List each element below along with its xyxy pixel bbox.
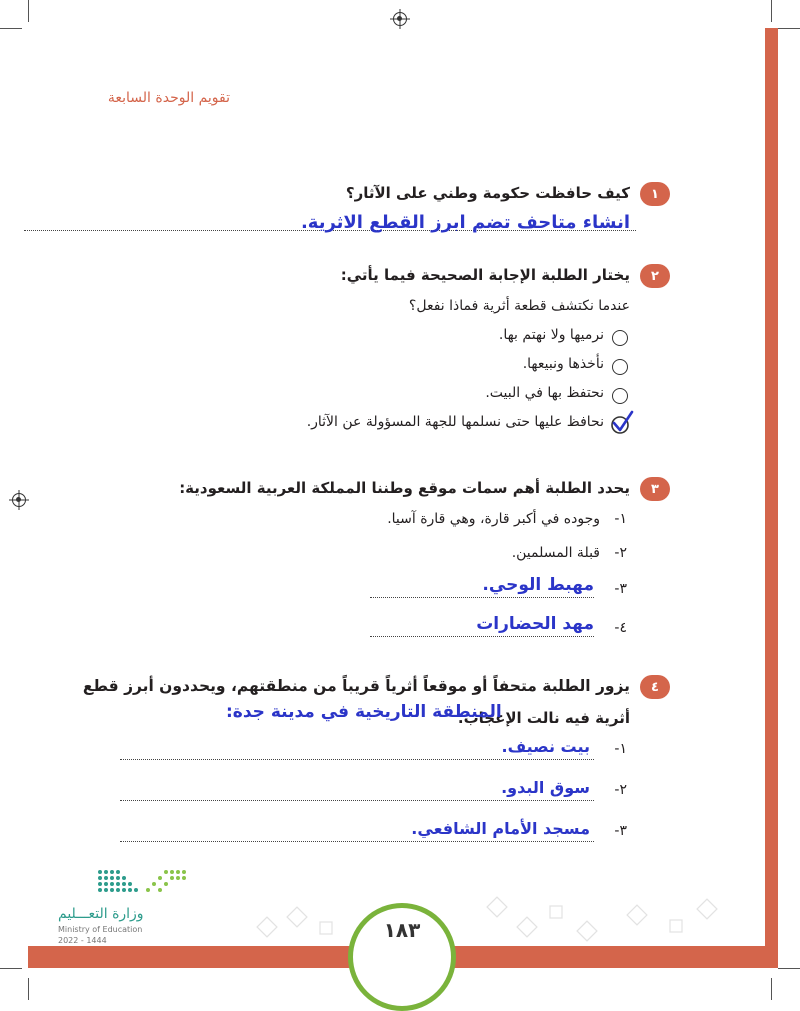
answer-heading: المنطقة التاريخية في مدينة جدة: — [226, 702, 502, 722]
list-item-number: ١- — [614, 511, 627, 527]
list-item-text: وجوده في أكبر قارة، وهي قارة آسيا. — [387, 511, 600, 527]
answer-line — [120, 759, 594, 760]
crop-mark — [778, 28, 800, 29]
option-label: نرميها ولا نهتم بها. — [498, 327, 604, 343]
option-label: نأخذها ونبيعها. — [522, 356, 604, 372]
crop-mark — [778, 968, 800, 969]
answer-text: مسجد الأمام الشافعي. — [411, 819, 590, 838]
answer-line — [120, 800, 594, 801]
question-text: يحدد الطلبة أهم سمات موقع وطننا المملكة العربية السعودية: — [179, 479, 630, 497]
option-radio[interactable] — [612, 330, 628, 346]
crop-mark — [771, 0, 772, 22]
answer-text: سوق البدو. — [501, 778, 590, 797]
answer-line — [370, 636, 594, 637]
option-label: نحتفظ بها في البيت. — [485, 385, 604, 401]
question-text: كيف حافظت حكومة وطني على الآثار؟ — [345, 184, 630, 202]
answer-line — [370, 597, 594, 598]
crop-mark — [28, 0, 29, 22]
list-item-number: ٤- — [614, 620, 627, 636]
list-item-number: ١- — [614, 741, 627, 757]
option-radio[interactable] — [612, 388, 628, 404]
list-item-text: قبلة المسلمين. — [511, 545, 600, 561]
list-item-number: ٣- — [614, 581, 627, 597]
answer-text: مهبط الوحي. — [482, 575, 594, 595]
crop-mark — [28, 978, 29, 1000]
question-number-badge: ٤ — [640, 675, 670, 699]
answer-text: انشاء متاحف تضم ابرز القطع الاثرية. — [300, 212, 630, 233]
question-text: أثرية فيه نالت الإعجاب. — [457, 709, 630, 727]
side-accent-bar — [765, 28, 778, 968]
question-number-badge: ٣ — [640, 477, 670, 501]
registration-mark-icon — [393, 12, 407, 26]
answer-line — [120, 841, 594, 842]
answer-text: مهد الحضارات — [476, 614, 594, 634]
decorative-pattern-icon — [250, 880, 750, 946]
list-item-number: ٣- — [614, 823, 627, 839]
crop-mark — [771, 978, 772, 1000]
unit-review-title: تقويم الوحدة السابعة — [107, 90, 230, 106]
ministry-logo-icon — [96, 866, 188, 900]
ministry-name-arabic: وزارة التعـــليم — [58, 906, 144, 922]
question-number-badge: ١ — [640, 182, 670, 206]
list-item-number: ٢- — [614, 545, 627, 561]
crop-mark — [0, 28, 22, 29]
option-label: نحافظ عليها حتى نسلمها للجهة المسؤولة عن الآثار. — [306, 414, 604, 430]
answer-text: بيت نصيف. — [501, 737, 590, 756]
crop-mark — [0, 968, 22, 969]
question-number-badge: ٢ — [640, 264, 670, 288]
registration-mark-icon — [12, 493, 26, 507]
page-number: ١٨٣ — [383, 918, 421, 942]
question-prompt: عندما نكتشف قطعة أثرية فماذا نفعل؟ — [408, 298, 630, 314]
list-item-number: ٢- — [614, 782, 627, 798]
ministry-year: 2022 - 1444 — [58, 936, 107, 945]
question-text: يختار الطلبة الإجابة الصحيحة فيما يأتي: — [340, 266, 630, 284]
option-radio[interactable] — [612, 359, 628, 375]
ministry-name-english: Ministry of Education — [58, 925, 143, 934]
checked-option-icon[interactable] — [608, 410, 634, 436]
question-text: يزور الطلبة متحفاً أو موقعاً أثرياً قريباً من منطقتهم، ويحددون أبرز قطع — [82, 677, 630, 695]
